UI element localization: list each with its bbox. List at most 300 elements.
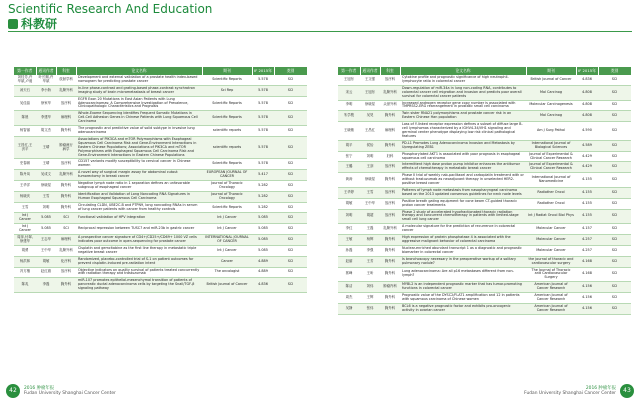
table-cell: SCI	[274, 224, 307, 235]
table-cell: Functional validation of HPV integration	[76, 213, 202, 224]
table-cell: Down-regulation of miR-34a in lung non-coding RNA, contributes to colorectal cancer cell migration and invasion and predicts poor overall survival for colorectal cancer patients	[400, 85, 526, 100]
footer-institution: Fudan University Shanghai Cancer Center	[524, 391, 616, 396]
table-row	[14, 256, 307, 267]
table-cell: MYBL2 is an independent prognostic marker that has tumor-promoting functions in colorectal cancer	[400, 282, 526, 293]
table-row	[338, 187, 631, 198]
table-cell: 吴静	[338, 303, 360, 314]
table-cell: 王华婷	[338, 187, 360, 198]
table-cell: SCI	[274, 75, 307, 85]
table-cell: 化疗科	[56, 256, 76, 267]
table-cell: 王晴	[36, 136, 56, 159]
table-cell: Negative lymph node ratio in 1 separation defines an unfavorable subgroup of esophageal cancer	[76, 181, 202, 192]
table-cell: 4.429	[576, 151, 598, 162]
table-row	[14, 278, 307, 293]
table-cell: 胡平	[338, 140, 360, 151]
table-cell: 4.156	[576, 282, 598, 293]
column-header: 论文名称	[400, 67, 526, 75]
table-cell: 杨洪林	[14, 256, 36, 267]
publications-table-right	[338, 67, 632, 315]
table-row	[338, 111, 631, 122]
table-cell: PD-L1 Promotes Lung Adenocarcinoma Invasion and Metastasis by Upregulating ZEB1	[400, 140, 526, 151]
table-cell: 徐晓星	[360, 100, 380, 111]
table-cell: 胸外科	[380, 245, 400, 256]
table-cell: SCI	[598, 282, 631, 293]
table-cell: SCI	[598, 187, 631, 198]
table-cell: 胡敏	[338, 198, 360, 209]
table-cell: 李建华	[36, 111, 56, 126]
table-cell: 胡文杰	[36, 126, 56, 137]
table-row	[14, 136, 307, 159]
page-number-left: 42	[6, 384, 20, 398]
table-row	[338, 235, 631, 246]
table-cell: 王昕	[360, 267, 380, 282]
table-cell: 5.085	[36, 224, 56, 235]
column-header: 第一作者	[14, 67, 36, 75]
table-cell: Sci Rep	[202, 85, 252, 96]
table-row	[338, 122, 631, 141]
column-header: 期刊	[202, 67, 252, 75]
table-cell: SCI	[598, 75, 631, 85]
table-row	[14, 170, 307, 181]
table-cell: SCI	[274, 136, 307, 159]
table-cell: 4.808	[576, 85, 598, 100]
table-row	[14, 213, 307, 224]
table-cell: International Journal of Nanomedicine	[526, 173, 576, 188]
table-cell: scientific reports	[202, 126, 252, 137]
table-cell: Phase II trial of weekly nab-paclitaxel and carboplatin treatment with or without trastuzumab as neoadjuvant therapy in unselected HER2-positive breast cancer	[400, 173, 526, 188]
table-cell: 刘明	[360, 151, 380, 162]
table-header-row	[338, 67, 631, 75]
table-cell: 吴昊	[360, 111, 380, 122]
table-cell: 5.578	[252, 96, 274, 111]
table-cell: SCI	[598, 100, 631, 111]
table-row	[14, 191, 307, 202]
table-cell: Int J Radiat Oncol Biol Phys	[526, 209, 576, 224]
table-cell: In-line phase-contrast and grating-based phase-contrast synchrotron imaging study of brain micrometastasis of breast cancer	[76, 85, 202, 96]
table-cell: 王辉	[360, 293, 380, 304]
table-row	[14, 267, 307, 278]
table-cell: 4.590	[576, 122, 598, 141]
table-cell: 放疗科	[380, 162, 400, 173]
table-cell: 徐晓星	[360, 173, 380, 188]
table-row	[14, 202, 307, 213]
table-cell: Scientific Reports	[202, 111, 252, 126]
table-cell: SCI	[598, 293, 631, 304]
table-cell: A molecular signature for the prediction of recurrence in colorectal cancer	[400, 224, 526, 235]
column-header: 通讯作者	[360, 67, 380, 75]
table-cell: 李明	[338, 100, 360, 111]
table-cell: 刘伟	[360, 282, 380, 293]
table-cell: 4.589	[576, 140, 598, 151]
table-cell: SCI	[274, 96, 307, 111]
table-cell: SCI	[598, 151, 631, 162]
section-bullet-icon	[8, 19, 18, 29]
table-cell: SCI	[274, 202, 307, 213]
table-cell: SCI	[598, 85, 631, 100]
table-cell: SCI	[274, 159, 307, 170]
table-cell: Molecular Carcinogenesis	[526, 100, 576, 111]
table-cell: Cisplatin and gemcitabine as the first line therapy in metastatic triple negative breast cancer	[76, 245, 202, 256]
table-cell: Patterns of lymph node metastasis from nasopharyngeal carcinoma based on the 2013 updated consensus guidelines for neck node levels	[400, 187, 526, 198]
table-cell: 4.168	[576, 256, 598, 267]
table-cell: 张宁	[338, 151, 360, 162]
table-cell: 陈晨	[14, 111, 36, 126]
table-cell: Mol Carcinog	[526, 111, 576, 122]
table-cell: SCI	[274, 191, 307, 202]
table-cell: 吴成文	[36, 170, 56, 181]
table-cell: Lung adenocarcinoma: Are all p16 metastases different from non-lymph?	[400, 267, 526, 282]
table-cell: SCI	[598, 198, 631, 209]
table-cell: SCI	[274, 235, 307, 246]
page-number-right: 43	[620, 384, 634, 398]
table-cell: American Journal of Cancer Research	[526, 282, 576, 293]
table-cell: 5.578	[252, 85, 274, 96]
footer-year-label: 2016 肿瘤年报	[24, 386, 55, 391]
table-cell: 胸外科	[380, 293, 400, 304]
table-cell: 王芳	[360, 256, 380, 267]
table-cell: 5.417	[252, 170, 274, 181]
publications-table-left	[14, 67, 308, 293]
table-cell: Twin sister RNA21 polymorphisms and prostate cancer risk in an Eastern Chinese Han population	[400, 111, 526, 122]
table-cell: 4.156	[576, 303, 598, 314]
table-cell: 王志华	[36, 235, 56, 246]
column-header: 类别	[598, 67, 631, 75]
table-cell: Randomized, placebo-controlled trial of S-1 on patient outcomes for prevent cisplatin-induced pre-radiation intent	[76, 256, 202, 267]
table-cell: Int J Cancer	[14, 213, 36, 224]
table-cell: 侯怡	[360, 140, 380, 151]
table-cell: 4.168	[576, 267, 598, 282]
table-cell: The Journal of Thoracic and Cardiovascular Surgery	[526, 267, 576, 282]
table-cell: 黄涛	[338, 173, 360, 188]
table-cell: 4.429	[576, 162, 598, 173]
table-cell: 5.085	[252, 245, 274, 256]
table-cell: 肿瘤内科	[380, 282, 400, 293]
table-cell: SCI	[598, 235, 631, 246]
table-cell: 病理科	[380, 122, 400, 141]
table-row	[14, 111, 307, 126]
table-cell: 周杰	[338, 293, 360, 304]
table-row	[14, 126, 307, 137]
table-cell: 陈兆	[14, 278, 36, 293]
table-cell: SCI	[598, 245, 631, 256]
table-cell: 胸外科	[380, 303, 400, 314]
table-cell: 4.889	[252, 256, 274, 267]
table-cell: 胸外科	[56, 126, 76, 137]
table-cell: Increased androgen receptor gene copy number is associated with TMPRSS2-ERG rearrangement in prostatic small cell carcinoma	[400, 100, 526, 111]
table-cell: 5.282	[252, 181, 274, 192]
table-cell: 4.155	[576, 198, 598, 209]
table-row	[338, 75, 631, 85]
table-cell: 徐家华	[36, 96, 56, 111]
table-cell: 放疗科	[380, 198, 400, 209]
table-cell: SCI	[274, 256, 307, 267]
table-row	[14, 235, 307, 246]
section-title-cn-wrap	[8, 15, 57, 32]
table-cell: 王中华	[36, 245, 56, 256]
table-cell: Development and external validation of a prostate health index-based nomogram for predicting prostate cancer	[76, 75, 202, 85]
table-cell: British Journal of Cancer	[526, 75, 576, 85]
table-cell: SCI	[274, 170, 307, 181]
table-cell: 王雪	[36, 191, 56, 202]
table-row	[338, 173, 631, 188]
table-cell: 吴佳晶	[14, 96, 36, 111]
table-cell: CD157 variants modify susceptibility to cervical cancer in Chinese women	[76, 159, 202, 170]
table-cell: 王旭东	[338, 75, 360, 85]
table-cell: Scientific Reports	[202, 75, 252, 85]
table-cell: SCI	[274, 85, 307, 96]
table-cell: SCI	[274, 213, 307, 224]
table-cell: 胸外科	[380, 140, 400, 151]
table-cell: 刘桂芳,许华斌,卢迪	[14, 75, 36, 85]
column-header: 类别	[274, 67, 307, 75]
table-cell: 王璐	[338, 162, 360, 173]
table-cell: 胸外科	[380, 111, 400, 122]
table-cell: SCI	[598, 267, 631, 282]
table-cell: SCI	[274, 126, 307, 137]
table-cell: 王雪	[360, 187, 380, 198]
table-cell: 胸外科	[56, 278, 76, 293]
table-cell: SCI	[598, 140, 631, 151]
table-cell: Int J Cancer	[14, 224, 36, 235]
table-cell: 郭峰	[338, 267, 360, 282]
table-cell: 王晓敏	[338, 122, 360, 141]
table-cell: 4.157	[576, 224, 598, 235]
table-cell: Molecular Cancer	[526, 224, 576, 235]
table-cell: Reciprocal repression between TUSC7 and miR-23b in gastric cancer	[76, 224, 202, 235]
table-cell: Phase 2 study of accelerated hypofractionated thoracic radiation therapy and concurrent chemotherapy in patients with limited-stage small cell lung cancer	[400, 209, 526, 224]
table-cell: 胸外科	[56, 191, 76, 202]
table-cell: Journal of Thoracic Oncology	[202, 181, 252, 192]
table-cell: Circulating CLDN, UBE2C-B and PTPN9, long noncoding RNAs in serum of lung cancer patients with cancer from healthy controls	[76, 202, 202, 213]
page-header	[0, 0, 640, 44]
table-cell: 史春颐	[14, 159, 36, 170]
table-cell: 杨智丽	[14, 126, 36, 137]
footer-right	[320, 382, 640, 402]
table-cell: 病理科	[56, 111, 76, 126]
table-cell: 王昌红	[360, 122, 380, 141]
table-row	[14, 181, 307, 192]
table-cell: 陈洁	[338, 282, 360, 293]
table-cell: 冯方楷	[14, 267, 36, 278]
table-cell: Journal of Experimental & Clinical Cancer Research	[526, 162, 576, 173]
table-cell: 4.155	[576, 173, 598, 188]
table-cell: the journal of thoracic and cardiovascular surgery	[526, 256, 576, 267]
table-cell: 王剑	[360, 162, 380, 173]
table-row	[14, 96, 307, 111]
table-cell: 汤天石	[14, 85, 36, 96]
table-row	[338, 293, 631, 304]
footer-institution: Fudan University Shanghai Cancer Center	[24, 391, 116, 396]
table-cell: 乳腺外科	[380, 224, 400, 235]
table-cell: 4.808	[576, 111, 598, 122]
table-cell: SCI	[598, 122, 631, 141]
table-cell: SCI	[598, 209, 631, 224]
table-cell: 肿瘤流行病学	[56, 136, 76, 159]
table-cell: SCI	[274, 111, 307, 126]
table-cell: Scientific Reports	[202, 202, 252, 213]
table-cell: Cytokine profile and prognostic significance of high neutrophil-lymphocyte ratio in colorectal cancer	[400, 75, 526, 85]
table-cell: Objective indicators on quality survival of patients treated concurrently with radiation therapy and trastuzumab	[76, 267, 202, 278]
table-row	[338, 224, 631, 235]
table-cell: 5.085	[252, 224, 274, 235]
table-cell: 王晴	[36, 159, 56, 170]
table-cell: 放疗科	[380, 75, 400, 85]
table-cell: Int J Cancer	[202, 213, 252, 224]
column-header: 通讯作者	[36, 67, 56, 75]
table-cell: 放射学科	[56, 75, 76, 85]
section-title-cn: 科教研	[21, 17, 58, 31]
table-cell: SCI	[274, 278, 307, 293]
table-cell: 5.085	[36, 213, 56, 224]
table-cell: 王文强	[360, 75, 380, 85]
table-cell: 朱学骏	[338, 111, 360, 122]
column-header: IF 2015年	[576, 67, 598, 75]
table-cell: Identification and Validation of Long Noncoding RNA Signatures in Human Esophageal Squamous Cell Carcinoma	[76, 191, 202, 202]
table-cell: Phosphorylated AKT1 is associated with poor prognosis in esophageal squamous cell carcinoma	[400, 151, 526, 162]
table-cell: 5.578	[252, 136, 274, 159]
table-cell: 刘明	[338, 209, 360, 224]
table-cell: Journal of Thoracic Oncology	[202, 191, 252, 202]
table-cell: Molecular Cancer	[526, 245, 576, 256]
table-cell: 乳腺外科	[56, 245, 76, 256]
table-cell: SCI	[56, 224, 76, 235]
table-cell: 乳腺外科	[380, 85, 400, 100]
table-cell: 胸外科	[380, 235, 400, 246]
table-cell: 周萍,付翠,徐建华	[14, 235, 36, 246]
table-cell: SCI	[274, 245, 307, 256]
table-cell: A prospective cancer signature of CD4+/CD25+/CD69+ 1000 VZ cells indicates poor outcome in open-sequencing for prostate cancer	[76, 235, 202, 246]
table-cell: SCI	[598, 303, 631, 314]
table-cell: British Journal of Cancer	[202, 278, 252, 293]
table-row	[338, 256, 631, 267]
table-cell: 胸外科	[56, 202, 76, 213]
table-cell: The oncologist	[202, 267, 252, 278]
table-cell: 病理科	[56, 235, 76, 246]
table-cell: 头颈外科	[380, 100, 400, 111]
table-cell: SCI	[274, 267, 307, 278]
table-cell: 4.156	[576, 293, 598, 304]
table-cell: 5.578	[252, 159, 274, 170]
table-cell: 5.085	[252, 235, 274, 246]
table-cell: 李强	[360, 245, 380, 256]
table-cell: American Journal of Cancer Research	[526, 303, 576, 314]
table-row	[338, 100, 631, 111]
table-cell: Int J Cancer	[202, 224, 252, 235]
table-row	[338, 245, 631, 256]
table-cell: 李磊	[36, 278, 56, 293]
table-row	[14, 159, 307, 170]
table-cell: 4.155	[576, 209, 598, 224]
table-cell: Journal of Experimental & Clinical Cancer Research	[526, 151, 576, 162]
table-cell: Nuclear-enriched abundant transcript 1 as a diagnostic and prognostic biomarker in colorectal cancer	[400, 245, 526, 256]
table-cell: 放疗科	[380, 187, 400, 198]
table-cell: 李红	[338, 224, 360, 235]
header-divider	[8, 31, 632, 32]
table-cell: 胡超	[360, 209, 380, 224]
table-cell: 杨辉	[360, 235, 380, 246]
table-cell: SCI	[598, 173, 631, 188]
table-cell: 4.155	[576, 187, 598, 198]
table-row	[338, 282, 631, 293]
table-row	[338, 140, 631, 151]
table-row	[14, 224, 307, 235]
table-cell: A novel way of surgical margin assay for abdominal cutout tumorectomy in breast cancer	[76, 170, 202, 181]
table-cell: Int J Cancer	[202, 245, 252, 256]
table-cell: 4.808	[576, 100, 598, 111]
table-cell: SCI	[598, 111, 631, 122]
table-cell: 赵丽	[338, 256, 360, 267]
table-cell: INTERNATIONAL JOURNAL OF CANCER	[202, 235, 252, 246]
table-cell: 孙磊	[338, 245, 360, 256]
column-header: 科室	[56, 67, 76, 75]
table-row	[338, 267, 631, 282]
table-cell: 徐晓星	[36, 181, 56, 192]
table-cell: 4.257	[576, 235, 598, 246]
table-cell: 5.578	[252, 126, 274, 137]
table-row	[338, 151, 631, 162]
table-cell: 4.836	[576, 75, 598, 85]
table-cell: 乳腺外科	[56, 170, 76, 181]
table-cell: 5.578	[252, 111, 274, 126]
table-row	[338, 209, 631, 224]
table-cell: Positive breath gating equipment for cone beam CT-guided thoracic proton cancer treatments	[400, 198, 526, 209]
table-cell: Whole-Exome Sequencing Identifies Frequent Somatic Mutations in Cell-Cell Adhesion Genes in Chinese Patients with Lung Squamous Cell Carcinoma	[76, 111, 202, 126]
table-cell: Radiother Oncol	[526, 187, 576, 198]
column-header: 科室	[380, 67, 400, 75]
table-cell: SCI	[274, 181, 307, 192]
table-cell: 叶长顺,许华斌	[36, 75, 56, 85]
table-row	[338, 198, 631, 209]
table-cell: Mol Carcinog	[526, 85, 576, 100]
table-cell: 胸外科	[56, 181, 76, 192]
table-row	[14, 75, 307, 85]
table-cell: SCI	[598, 256, 631, 267]
table-cell: BCL6 is a negative prognostic factor and exhibits pro-oncogenic activity in ovarian cancer	[400, 303, 526, 314]
table-cell: scientific reports	[202, 136, 252, 159]
table-cell: EUROPEAN JOURNAL OF CANCER	[202, 170, 252, 181]
table-cell: 刘明	[36, 202, 56, 213]
table-cell: International Journal of Biological Sciences	[526, 140, 576, 151]
table-header-row	[14, 67, 307, 75]
table-cell: miR-107 promotes epithelial-mesenchymal transition of patients of pancreatic ductal adenocarcinoma cells by targeting the Snail/TGF-β signaling pathway	[76, 278, 202, 293]
table-cell: 胸外科	[380, 256, 400, 267]
table-cell: 4.836	[252, 278, 274, 293]
table-cell: 放疗科	[56, 267, 76, 278]
table-cell: Radiother Oncol	[526, 198, 576, 209]
table-cell: Loss of Y-linked receptor expression defines a subset of diffuse large B-cell lymphomas characterized by a IGHV4-34/VH1 signaling and germinal center phenotype displaying low risk clinical pathological features	[400, 122, 526, 141]
table-cell: 4.889	[252, 267, 274, 278]
table-cell: American Journal of Cancer Research	[526, 293, 576, 304]
table-cell: 王磊	[360, 224, 380, 235]
table-cell: 妇科	[380, 151, 400, 162]
table-cell: 放疗科	[56, 96, 76, 111]
table-cell: SCI	[598, 224, 631, 235]
table-cell: 胡勇	[14, 245, 36, 256]
table-cell: Scientific Reports	[202, 159, 252, 170]
table-cell: 5.282	[252, 202, 274, 213]
table-cell: 王华洋	[14, 181, 36, 192]
table-cell: 乳腺外科	[56, 85, 76, 96]
table-cell: Intermittent high dose proton pump inhibitor enhances the antitumor effects of chemotherapy in metastatic breast cancer	[400, 162, 526, 173]
table-cell: Prognostic value of the DYSC2/FLAT1 amplification and 12 in patients with squamous carcinoma of Chinese women	[400, 293, 526, 304]
table-cell: 5.085	[252, 213, 274, 224]
table-row	[338, 303, 631, 314]
table-cell: 4.257	[576, 245, 598, 256]
column-header: 第一作者	[338, 67, 360, 75]
section-title-en: Scientific Research And Education	[8, 2, 213, 16]
table-cell: 王旭东	[360, 85, 380, 100]
table-cell: Am J Surg Pathol	[526, 122, 576, 141]
